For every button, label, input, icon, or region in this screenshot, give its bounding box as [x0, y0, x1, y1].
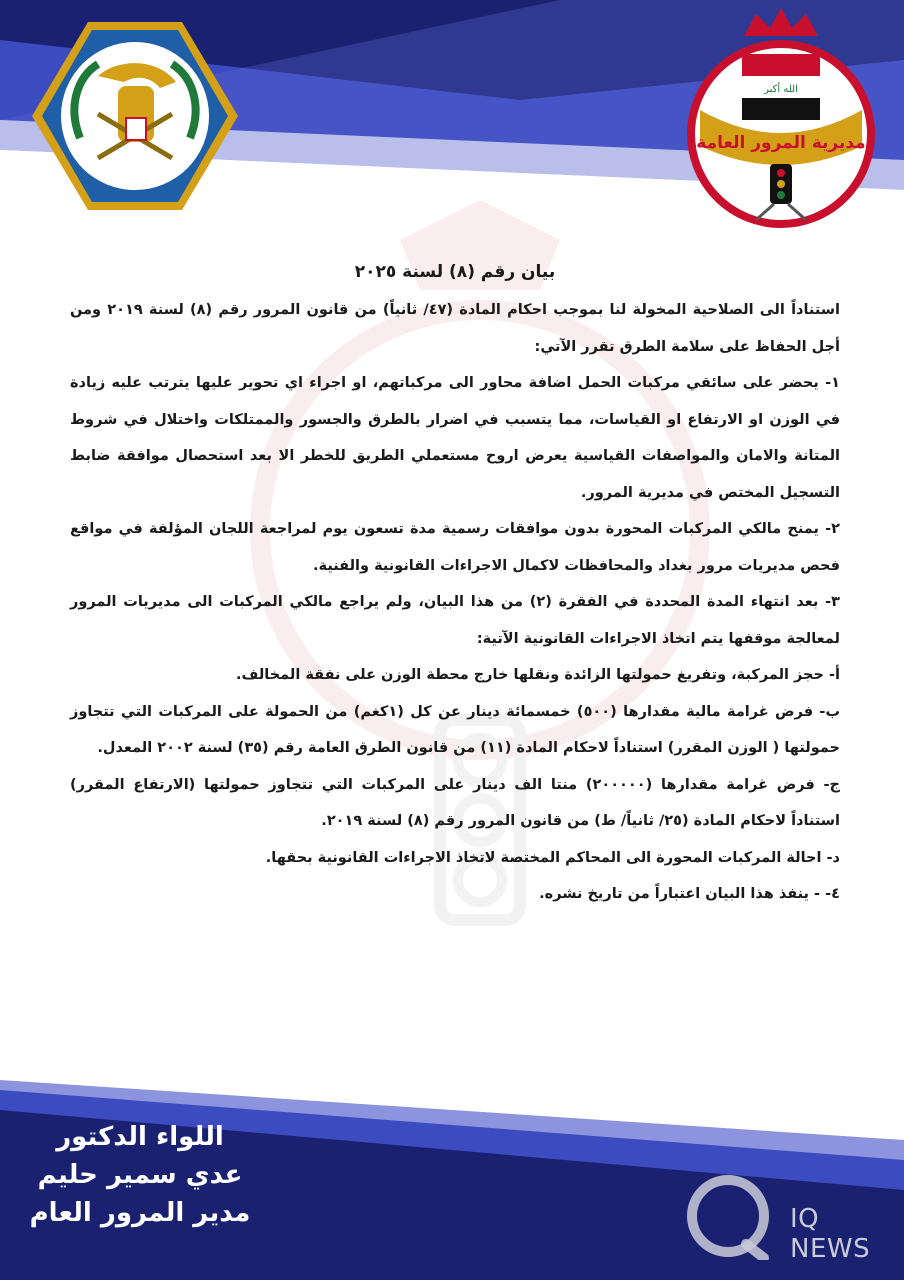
statement-title: بيان رقم (٨) لسنة ٢٠٢٥ — [354, 262, 556, 282]
clause-3b: ب- فرض غرامة مالية مقدارها (٥٠٠) خمسمائة دينار عن كل (١كغم) من الحمولة على المركبات التي تتجاوز حمولتها ( الوزن المقرر) استناداً لاحكام المادة (١١) من قانون الطرق العامة رقم (٣٥) لسنة ٢٠٠٢ المعدل. — [70, 703, 841, 756]
flag-text: الله أكبر — [764, 84, 798, 95]
clause-1: ١- يحضر على سائقي مركبات الحمل اضافة محاور الى مركباتهم، او اجراء اي تحوير عليها يترتب عليه زيادة في الوزن او الارتفاع او القياسات، مما يتسبب في اضرار بالطرق والجسور والممتلكات واختلال في شروط المتانة والامان والمواصفات القياسية يعرض اروح مستعملي الطريق للخطر الا بعد استحصال موافقة ضابط التسجيل المختص في مديرية المرور. — [70, 375, 840, 501]
clause-3c: ج- فرض غرامة مقدارها (٢٠٠٠٠٠) منتا الف دينار على المركبات التي تتجاوز حمولتها (الارتفاع المقرر) استناداً لاحكام المادة (٢٥/ ثانياً/ ط) من قانون المرور رقم (٨) لسنة ٢٠١٩. — [70, 776, 840, 829]
statement-document — [70, 262, 840, 913]
signature-block — [20, 1118, 260, 1232]
clause-3: ٣- بعد انتهاء المدة المحددة في الفقرة (٢) من هذا البيان، ولم يراجع مالكي المركبات الى مديريات المرور لمعالجة موقفها يتم اتخاذ الاجراءات القانونية الآتية: — [70, 594, 840, 647]
clause-3a: أ- حجز المركبة، وتفريغ حمولتها الزائدة ونقلها خارج محطة الوزن على نفقة المخالف. — [236, 667, 840, 683]
ministry-of-interior-logo — [28, 18, 242, 214]
clause-4: ٤- - ينفذ هذا البيان اعتباراً من تاريخ نشره. — [539, 886, 840, 902]
preamble-paragraph: استناداً الى الصلاحية المخولة لنا بموجب احكام المادة (٤٧/ ثانياً) من قانون المرور رقم (٨) لسنة ٢٠١٩ ومن أجل الحفاظ على سلامة الطرق تقرر الآتي: — [70, 302, 840, 355]
signature-title: مدير المرور العام — [29, 1198, 251, 1228]
logo-banner-text: مديرية المرور العامة — [696, 133, 866, 153]
traffic-directorate-logo — [686, 6, 876, 234]
signature-name: عدي سمير حليم — [37, 1160, 243, 1190]
iq-news-brand: IQ NEWS — [790, 1204, 871, 1264]
signature-rank: اللواء الدكتور — [56, 1122, 224, 1152]
clause-3d: د- احالة المركبات المحورة الى المحاكم المختصة لاتخاذ الاجراءات القانونية بحقها. — [265, 849, 840, 866]
clause-2: ٢- يمنح مالكي المركبات المحورة بدون موافقات رسمية مدة تسعون يوم لمراجعة اللجان المؤلفة في مواقع فحص مديريات مرور بغداد والمحافظات لاكمال الاجراءات القانونية والفنية. — [70, 521, 840, 574]
eagle-emblem-icon — [32, 22, 238, 210]
